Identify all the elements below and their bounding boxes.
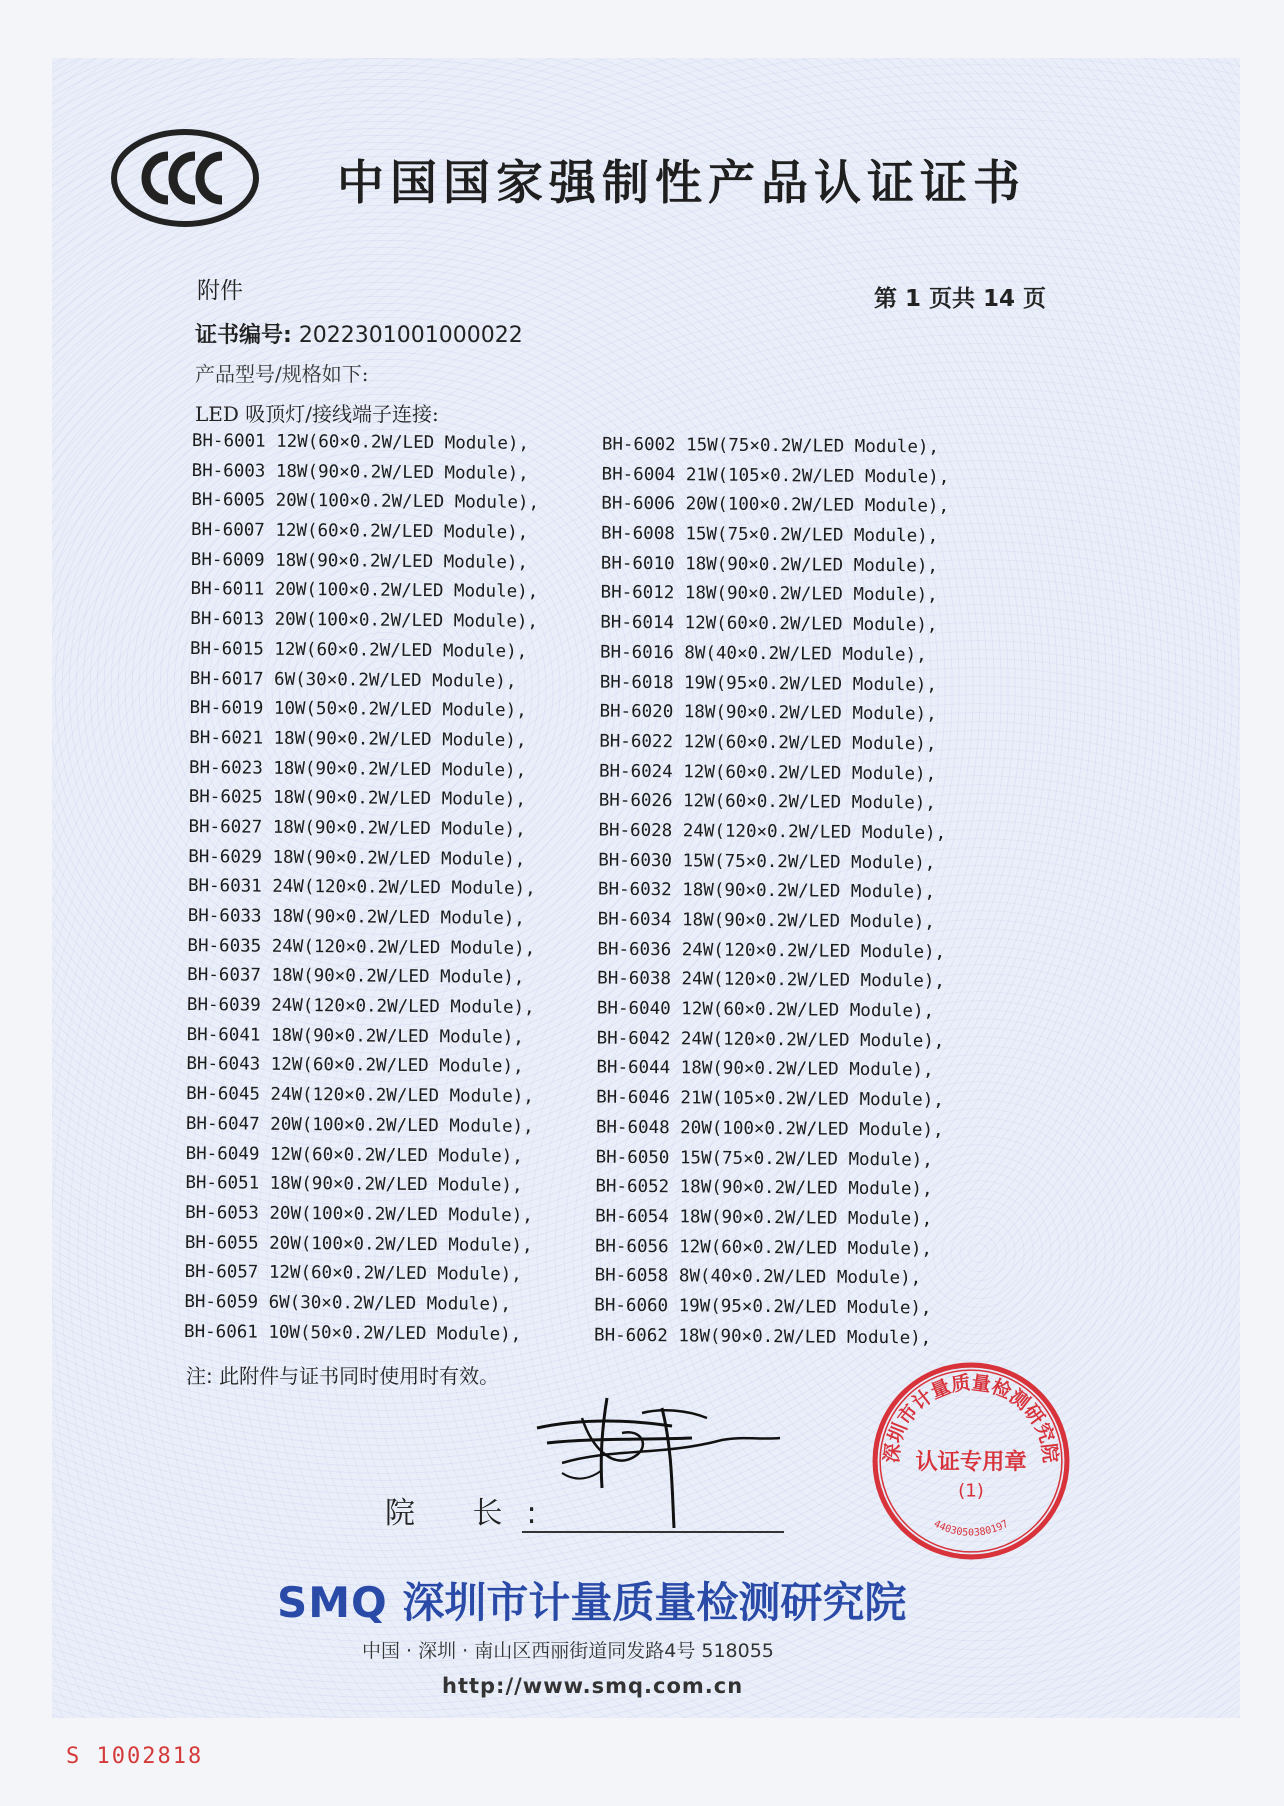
model-entry: BH-6046 21W(105×0.2W/LED Module),	[596, 1087, 944, 1111]
model-entry: BH-6062 18W(90×0.2W/LED Module),	[594, 1325, 932, 1349]
model-entry: BH-6044 18W(90×0.2W/LED Module),	[596, 1057, 934, 1081]
model-entry: BH-6020 18W(90×0.2W/LED Module),	[599, 701, 937, 725]
model-entry: BH-6041 18W(90×0.2W/LED Module),	[186, 1024, 524, 1048]
model-entry: BH-6043 12W(60×0.2W/LED Module),	[186, 1054, 524, 1078]
model-entry: BH-6052 18W(90×0.2W/LED Module),	[595, 1176, 933, 1200]
model-entry: BH-6037 18W(90×0.2W/LED Module),	[187, 965, 525, 989]
svg-text:4403050380197: 4403050380197	[931, 1518, 1011, 1539]
model-entry: BH-6022 12W(60×0.2W/LED Module),	[599, 731, 937, 755]
model-entry: BH-6011 20W(100×0.2W/LED Module),	[190, 579, 539, 603]
director-signature	[522, 1388, 782, 1538]
model-entry: BH-6023 18W(90×0.2W/LED Module),	[188, 757, 527, 781]
model-entry: BH-6060 19W(95×0.2W/LED Module),	[594, 1295, 932, 1319]
model-entry: BH-6029 18W(90×0.2W/LED Module),	[188, 846, 526, 870]
product-line: LED 吸顶灯/接线端子连接:	[195, 402, 439, 426]
model-entry: BH-6006 20W(100×0.2W/LED Module),	[601, 493, 950, 517]
model-entry: BH-6014 12W(60×0.2W/LED Module),	[600, 612, 938, 636]
model-entry: BH-6039 24W(120×0.2W/LED Module),	[186, 995, 535, 1019]
svg-text:认证专用章: 认证专用章	[915, 1449, 1027, 1476]
model-entry: BH-6021 18W(90×0.2W/LED Module),	[189, 727, 527, 751]
model-entry: BH-6015 12W(60×0.2W/LED Module),	[189, 638, 528, 662]
model-entry: BH-6008 15W(75×0.2W/LED Module),	[600, 523, 939, 547]
model-entry: BH-6007 12W(60×0.2W/LED Module),	[191, 520, 529, 544]
model-entry: BH-6048 20W(100×0.2W/LED Module),	[595, 1117, 944, 1141]
model-entry: BH-6005 20W(100×0.2W/LED Module),	[191, 490, 540, 514]
model-entry: BH-6042 24W(120×0.2W/LED Module),	[596, 1028, 945, 1052]
svg-text:深圳市计量质量检测研究院: 深圳市计量质量检测研究院	[879, 1370, 1063, 1464]
official-seal	[870, 1360, 1072, 1562]
model-entry: BH-6061 10W(50×0.2W/LED Module),	[184, 1321, 522, 1345]
model-entry: BH-6038 24W(120×0.2W/LED Module),	[597, 968, 945, 992]
model-entry: BH-6013 20W(100×0.2W/LED Module),	[190, 609, 539, 633]
model-entry: BH-6050 15W(75×0.2W/LED Module),	[595, 1147, 933, 1170]
model-entry: BH-6003 18W(90×0.2W/LED Module),	[191, 460, 529, 484]
model-entry: BH-6055 20W(100×0.2W/LED Module),	[184, 1232, 533, 1256]
model-entry: BH-6010 18W(90×0.2W/LED Module),	[600, 553, 939, 577]
model-entry: BH-6001 12W(60×0.2W/LED Module),	[191, 430, 530, 454]
cert-no-label: 证书编号:	[195, 323, 292, 348]
certificate-number	[195, 318, 523, 349]
model-entry: BH-6045 24W(120×0.2W/LED Module),	[186, 1084, 534, 1108]
model-entry: BH-6034 18W(90×0.2W/LED Module),	[597, 909, 935, 933]
smq-logo-text: SMQ	[277, 1578, 388, 1627]
model-entry: BH-6009 18W(90×0.2W/LED Module),	[190, 549, 529, 573]
model-entry: BH-6033 18W(90×0.2W/LED Module),	[187, 905, 525, 929]
model-entry: BH-6035 24W(120×0.2W/LED Module),	[187, 935, 536, 959]
attachment-label: 附件	[197, 278, 243, 304]
model-entry: BH-6026 12W(60×0.2W/LED Module),	[598, 790, 936, 814]
certificate-title: 中国国家强制性产品认证证书	[337, 156, 1026, 211]
spec-intro: 产品型号/规格如下:	[195, 362, 369, 386]
institute-name	[277, 1570, 906, 1630]
model-entry: BH-6030 15W(75×0.2W/LED Module),	[598, 850, 936, 874]
model-entry: BH-6002 15W(75×0.2W/LED Module),	[601, 434, 940, 458]
model-entry: BH-6025 18W(90×0.2W/LED Module),	[188, 787, 526, 811]
model-list	[184, 427, 1062, 1349]
model-entry: BH-6040 12W(60×0.2W/LED Module),	[596, 998, 935, 1022]
director-label: 院 长:	[385, 1496, 561, 1531]
cert-no-value: 2022301001000022	[298, 323, 523, 348]
model-entry: BH-6027 18W(90×0.2W/LED Module),	[188, 816, 526, 840]
model-entry: BH-6054 18W(90×0.2W/LED Module),	[595, 1206, 933, 1230]
model-entry: BH-6058 8W(40×0.2W/LED Module),	[594, 1265, 922, 1289]
model-entry: BH-6016 8W(40×0.2W/LED Module),	[599, 642, 927, 666]
institute-address: 中国 · 深圳 · 南山区西丽街道同发路4号 518055	[362, 1640, 774, 1662]
model-entry: BH-6051 18W(90×0.2W/LED Module),	[185, 1173, 523, 1197]
svg-text:(1): (1)	[958, 1480, 984, 1502]
serial-number: S 1002818	[66, 1744, 204, 1769]
model-entry: BH-6056 12W(60×0.2W/LED Module),	[594, 1236, 933, 1260]
model-entry: BH-6053 20W(100×0.2W/LED Module),	[185, 1202, 533, 1226]
model-entry: BH-6057 12W(60×0.2W/LED Module),	[184, 1262, 522, 1286]
model-entry: BH-6059 6W(30×0.2W/LED Module),	[184, 1291, 512, 1315]
model-entry: BH-6018 19W(95×0.2W/LED Module),	[599, 672, 938, 696]
model-entry: BH-6047 20W(100×0.2W/LED Module),	[185, 1113, 534, 1137]
validity-note: 注: 此附件与证书同时使用时有效。	[186, 1364, 500, 1388]
model-entry: BH-6032 18W(90×0.2W/LED Module),	[597, 879, 936, 903]
model-entry: BH-6019 10W(50×0.2W/LED Module),	[189, 698, 527, 722]
model-entry: BH-6024 12W(60×0.2W/LED Module),	[598, 761, 937, 785]
model-entry: BH-6012 18W(90×0.2W/LED Module),	[600, 583, 938, 606]
certificate-sheet	[52, 58, 1240, 1718]
page-info: 第 1 页共 14 页	[874, 286, 1047, 312]
institute-full-name: 深圳市计量质量检测研究院	[402, 1578, 907, 1627]
model-entry: BH-6028 24W(120×0.2W/LED Module),	[598, 820, 947, 844]
ccc-logo-icon	[110, 128, 260, 228]
model-entry: BH-6049 12W(60×0.2W/LED Module),	[185, 1143, 523, 1167]
model-entry: BH-6017 6W(30×0.2W/LED Module),	[189, 668, 517, 692]
institute-url[interactable]: http://www.smq.com.cn	[442, 1674, 744, 1698]
model-entry: BH-6004 21W(105×0.2W/LED Module),	[601, 464, 950, 488]
model-entry: BH-6036 24W(120×0.2W/LED Module),	[597, 939, 946, 963]
signature-line	[522, 1531, 784, 1533]
model-entry: BH-6031 24W(120×0.2W/LED Module),	[187, 876, 536, 900]
